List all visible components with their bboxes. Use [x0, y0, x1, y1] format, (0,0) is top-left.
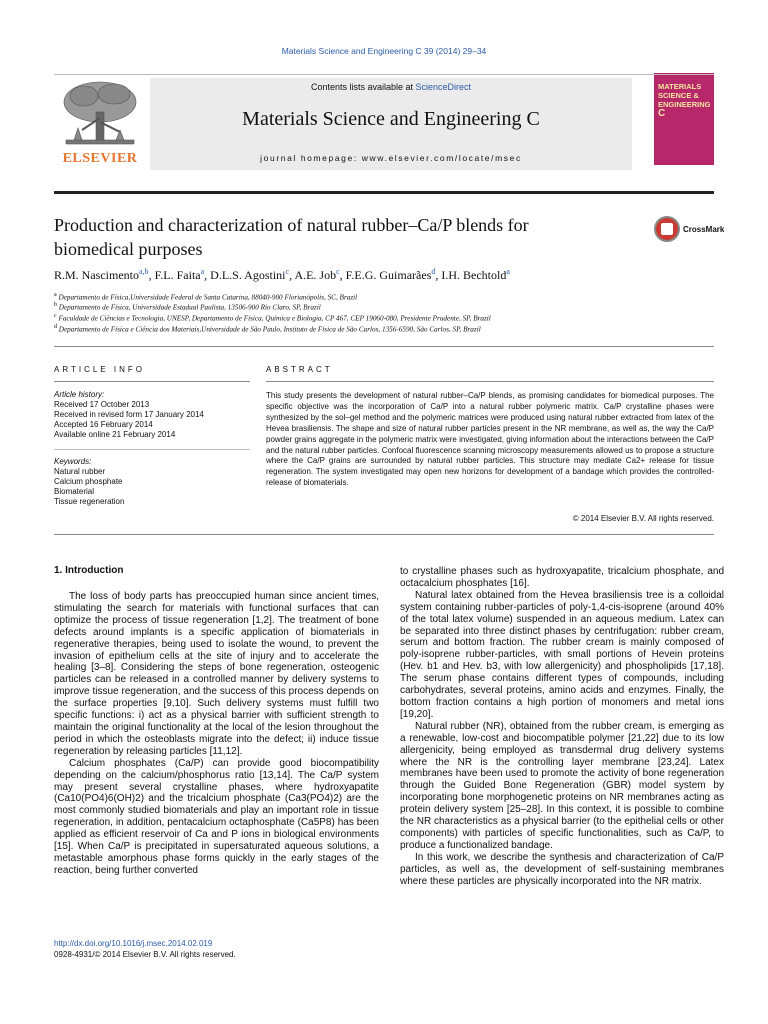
- author-name[interactable]: D.L.S. Agostini: [210, 268, 286, 282]
- author-sep: ,: [148, 268, 155, 282]
- affiliation-text: Faculdade de Ciências e Tecnologia, UNESP, Departamento de Física, Química e Biologia, CP 467, CEP 19060-080, Presidente Prudente, SP, Brazil: [58, 314, 491, 323]
- body-paragraph: Calcium phosphates (Ca/P) can provide good biocompatibility depending on the calcium/phosphorus ratio [13,14]. The Ca/P system may present several crystalline phases, where hydroxyapatite (Ca10(PO4)6(OH)2) and the tricalcium phosphate (Ca3(PO4)2) are the most commonly studied biomaterials and play an important role in tissue regeneration, in addition, pentacalcium octaphosphate (Ca5P8) has been applied as efficient reservoir of Ca and P ions in biological environments [15]. When Ca/P is precipitated in supersaturated aqueous solutions, a metastable amorphous phase forms quickly in the early stages of the reaction, being further converted: [54, 757, 379, 876]
- keyword: Tissue regeneration: [54, 497, 125, 506]
- sciencedirect-link[interactable]: ScienceDirect: [415, 82, 472, 92]
- elsevier-tree-logo: [54, 78, 146, 150]
- keywords: [54, 457, 250, 507]
- author-name[interactable]: R.M. Nascimento: [54, 268, 139, 282]
- journal-citation[interactable]: Materials Science and Engineering C 39 (2014) 29–34: [281, 46, 487, 56]
- journal-title: Materials Science and Engineering C: [242, 108, 540, 130]
- doi-link[interactable]: http://dx.doi.org/10.1016/j.msec.2014.02.019: [54, 939, 213, 948]
- author-affil-mark[interactable]: c: [336, 267, 340, 276]
- cover-title-line: SCIENCE &: [658, 91, 699, 100]
- abstract-text: This study presents the development of natural rubber–Ca/P blends, as promising candidates for biomedical purposes. The specific objective was the incorporation of Ca/P into a natural rubber polymeric matrix. Ca/P crystalline phases were synthesized by the sol–gel method and the polymeric matrices were produced using natural rubber extracted from latex of the Hevea brasiliensis. The shape and size of natural rubber particles present in the NR membrane, as well as, the way the Ca/P powder grains aggregate in the polymeric matrix were investigated, giving information about the interactions between the Ca/P and the natural rubber particles. Confocal fluorescence scanning microscopy measurements allowed us to propose a structure where the Ca/P grains are surrounded by natural rubber particles. This structure may mediate Ca2+ release for tissue regeneration. The system investigated may open new horizons for development of a bandage which provides the controlled-release of biomaterials.: [266, 391, 714, 488]
- author-name[interactable]: I.H. Bechtold: [441, 268, 507, 282]
- affiliation-rule: [54, 346, 714, 347]
- affiliation-text: Departamento de Física e Ciência dos Materiais,Universidade de São Paulo, Instituto de Física de São Carlos, 1356-6590, São Carlos, SP, Brazil: [58, 325, 481, 334]
- cover-title-line: MATERIALS: [658, 82, 702, 91]
- author-affil-mark[interactable]: a: [506, 267, 510, 276]
- title-line: biomedical purposes: [54, 239, 203, 259]
- journal-homepage[interactable]: journal homepage: www.elsevier.com/locate/msec: [260, 153, 522, 163]
- body-paragraph: to crystalline phases such as hydroxyapatite, tricalcium phosphate, and octacalcium phosphates [16].: [400, 566, 724, 589]
- affiliation-text: Departamento de Física,Universidade Federal de Santa Catarina, 88040-900 Florianópolis, SC, Brazil: [58, 293, 358, 302]
- author-sep: ,: [204, 268, 211, 282]
- abstract-heading: ABSTRACT: [266, 365, 333, 374]
- title-line: Production and characterization of natural rubber–Ca/P blends for: [54, 215, 529, 235]
- crossmark-label[interactable]: CrossMark: [683, 225, 725, 234]
- affiliation-mark: c: [54, 313, 57, 319]
- paper-title: [54, 213, 634, 261]
- abstract-rule: [266, 381, 714, 382]
- body-paragraph: In this work, we describe the synthesis and characterization of Ca/P particles, as well as, the development of self-sustaining membranes where these particles are physically incorporated into the NR matrix.: [400, 851, 724, 887]
- body-column-right: [400, 566, 724, 887]
- history-item: Accepted 16 February 2014: [54, 420, 153, 429]
- body-paragraph: The loss of body parts has preoccupied human since ancient times, stimulating the search for materials with functional surfaces that can optimize the process of tissue regeneration [1,2]. The treatment of bone defects around implants is a specific application of biomaterials in regenerative therapies, being used to isolate the wound, to prevent the invasion of epithelium cells at the site of injury and to accelerate the healing [3–8]. Considering the steps of bone regeneration, osteogenic particles can be released in a controlled manner by delivery systems to improve tissue regeneration, and the success of this process depends on the surface properties [9,10]. Such delivery systems must fulfill two specific functions: i) act as a physical barrier with sufficient strength to maintain the original functionality at the local of the lesion throughout the period in which the osteoblasts migrate into the defect; ii) induce tissue regeneration by releasing particles [11,12].: [54, 591, 379, 757]
- author-sep: ,: [435, 268, 442, 282]
- author-affil-mark[interactable]: c: [285, 267, 290, 276]
- author-sep: ,: [339, 268, 346, 282]
- keyword: Biomaterial: [54, 487, 95, 496]
- author-affil-mark[interactable]: a,b: [139, 267, 149, 276]
- affiliation-text: Departamento de Física, Universidade Estadual Paulista, 13506-900 Rio Claro, SP, Brazil: [58, 303, 321, 312]
- article-info-heading: ARTICLE INFO: [54, 365, 145, 374]
- page-footer: [54, 938, 236, 960]
- author-list: [54, 267, 694, 283]
- author-affil-mark[interactable]: d: [431, 267, 436, 276]
- contents-line: [150, 82, 632, 92]
- header-top-rule: [54, 74, 714, 75]
- elsevier-wordmark: ELSEVIER: [62, 151, 138, 166]
- abstract-copyright: © 2014 Elsevier B.V. All rights reserved.: [572, 514, 714, 523]
- body-paragraph: Natural latex obtained from the Hevea brasiliensis tree is a colloidal system containing rubber-particles of poly-1,4-cis-isoprene (around 40% of the total latex volume) suspended in an aqueous medium. Latex can be separated into three distinct phases by centrifugation: rubber cream, serum and bottom fraction. The rubber cream is mainly composed of poly-isoprene rubber-particles, with small portions of Hevein proteins (Hev. b1 and Hev. b3, with low allergenicity) and phospholipids [17,18]. The serum phase contains different types of compounds, including carbohydrates, several proteins, amino acids and enzymes. Finally, the bottom fraction contains a high portion of monomers and metal ions [19,20].: [400, 589, 724, 720]
- abstract-bottom-rule: [54, 534, 714, 535]
- cover-title-line: C: [658, 108, 666, 119]
- cover-title-line: ENGINEERING: [658, 100, 711, 109]
- cover-title: [658, 82, 714, 118]
- issn-line: 0928-4931/© 2014 Elsevier B.V. All rights reserved.: [54, 950, 236, 959]
- history-item: Received 17 October 2013: [54, 400, 150, 409]
- author-affil-mark[interactable]: a: [200, 267, 205, 276]
- header-bottom-rule: [54, 191, 714, 194]
- affiliation-mark: a: [54, 292, 57, 298]
- body-column-left: [54, 591, 379, 877]
- author-sep: ,: [289, 268, 295, 282]
- keywords-label: Keywords:: [54, 457, 92, 466]
- history-item: Received in revised form 17 January 2014: [54, 410, 204, 419]
- section-heading: 1. Introduction: [54, 565, 124, 576]
- author-name[interactable]: A.E. Job: [294, 268, 337, 282]
- body-paragraph: Natural rubber (NR), obtained from the rubber cream, is emerging as a renewable, low-cost and biocompatible polymer [21,22] due to its low allergenicity, being employed as transdermal drug delivery systems where the NR is the controlling layer membrane [23,24]. Latex membranes have been used to promote the activity of bone regeneration through the Guided Bone Regeneration (GBR) model system by incorporating bone morphogenetic proteins on NR membranes acting as protein delivery system [25–28]. In this context, it is possible to combine the NR characteristics as a physical barrier (to the epithelial cells or other components) with particles of specific functionalities, such as Ca/P, to produce a functionalized bandage.: [400, 720, 724, 851]
- history-label: Article history:: [54, 390, 105, 399]
- keyword: Calcium phosphate: [54, 477, 123, 486]
- keyword: Natural rubber: [54, 467, 106, 476]
- crossmark-icon-center: [661, 223, 673, 235]
- affiliation-mark: d: [54, 324, 57, 330]
- article-info-rule: [54, 381, 250, 382]
- affiliation-mark: b: [54, 302, 57, 308]
- affiliation: [54, 323, 694, 335]
- article-history: [54, 390, 250, 440]
- author-name[interactable]: F.L. Faita: [154, 268, 201, 282]
- author-name[interactable]: F.E.G. Guimarães: [345, 268, 432, 282]
- contents-prefix: Contents lists available at: [310, 82, 416, 92]
- keywords-rule: [54, 449, 250, 450]
- history-item: Available online 21 February 2014: [54, 430, 176, 439]
